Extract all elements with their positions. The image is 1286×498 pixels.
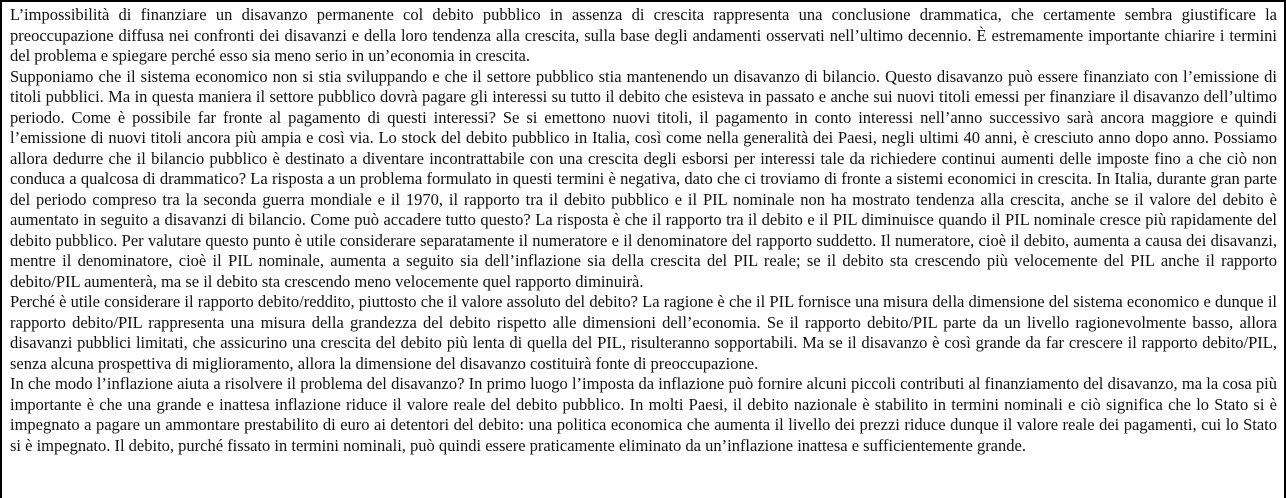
document-body: [10, 5, 1277, 456]
paragraph-intro: L’impossibilità di finanziare un disavanzo permanente col debito pubblico in assenza di crescita rappresenta una conclusione drammatica, che certamente sembra giustificare la preoccupazione diffusa nei confronti dei disavanzi e della loro tendenza alla crescita, sulla base degli andamenti osservati nell’ultimo decennio. È estremamente importante chiarire i termini del problema e spiegare perché esso sia meno serio in un’economia in crescita.: [10, 5, 1277, 65]
paragraph-debt-gdp-ratio: Perché è utile considerare il rapporto debito/reddito, piuttosto che il valore assoluto del debito? La ragione è che il PIL fornisce una misura della dimensione del sistema economico e dunque il rapporto debito/PIL rappresenta una misura della grandezza del debito rispetto alle dimensioni dell’economia. Se il rapporto debito/PIL parte da un livello ragionevolmente basso, allora disavanzi pubblici limitati, che assicurino una crescita del debito più lenta di quella del PIL, risulteranno sopportabili. Ma se il disavanzo è così grande da far crescere il rapporto debito/PIL, senza alcuna prospettiva di miglioramento, allora la dimensione del disavanzo costituirà fonte di preoccupazione.: [10, 292, 1277, 373]
paragraph-inflation: In che modo l’inflazione aiuta a risolvere il problema del disavanzo? In primo luogo l’imposta da inflazione può fornire alcuni piccoli contributi al finanziamento del disavanzo, ma la cosa più importante è che una grande e inattesa inflazione riduce il valore reale del debito pubblico. In molti Paesi, il debito nazionale è stabilito in termini nominali e ciò significa che lo Stato si è impegnato a pagare un ammontare prestabilito di euro ai detentori del debito: una politica economica che aumenta il livello dei prezzi riduce dunque il valore reale dei pagamenti, cui lo Stato si è impegnato. Il debito, purché fissato in termini nominali, può quindi essere praticamente eliminato da un’inflazione inattesa e sufficientemente grande.: [10, 374, 1277, 455]
paragraph-debt-financing: Supponiamo che il sistema economico non si stia sviluppando e che il settore pubblico stia mantenendo un disavanzo di bilancio. Questo disavanzo può essere finanziato con l’emissione di titoli pubblici. Ma in questa maniera il settore pubblico dovrà pagare gli interessi su tutto il debito che esisteva in passato e anche sui nuovi titoli emessi per finanziare il disavanzo dell’ultimo periodo. Come è possibile far fronte al pagamento di questi interessi? Se si emettono nuovi titoli, il pagamento in conto interessi nell’anno successivo sarà ancora maggiore e quindi l’emissione di nuovi titoli ancora più ampia e così via. Lo stock del debito pubblico in Italia, così come nella generalità dei Paesi, negli ultimi 40 anni, è cresciuto anno dopo anno. Possiamo allora dedurre che il bilancio pubblico è destinato a diventare incontrattabile con una crescita degli esborsi per interessi tale da richiedere continui aumenti delle imposte fino a che ciò non conduca a qualcosa di drammatico? La risposta a un problema formulato in questi termini è negativa, dato che ci troviamo di fronte a sistemi economici in crescita. In Italia, durante gran parte del periodo compreso tra la seconda guerra mondiale e il 1970, il rapporto tra il debito pubblico e il PIL nominale non ha mostrato tendenza alla crescita, anche se il valore del debito è aumentato in seguito a disavanzi di bilancio. Come può accadere tutto questo? La risposta è che il rapporto tra il debito e il PIL diminuisce quando il PIL nominale cresce più rapidamente del debito pubblico. Per valutare questo punto è utile considerare separatamente il numeratore e il denominatore del rapporto suddetto. Il numeratore, cioè il debito, aumenta a causa dei disavanzi, mentre il denominatore, cioè il PIL nominale, aumenta a seguito sia dell’inflazione sia della crescita del PIL reale; se il debito sta crescendo più velocemente del PIL anche il rapporto debito/PIL aumenterà, ma se il debito sta crescendo meno velocemente quel rapporto diminuirà.: [10, 66, 1277, 291]
